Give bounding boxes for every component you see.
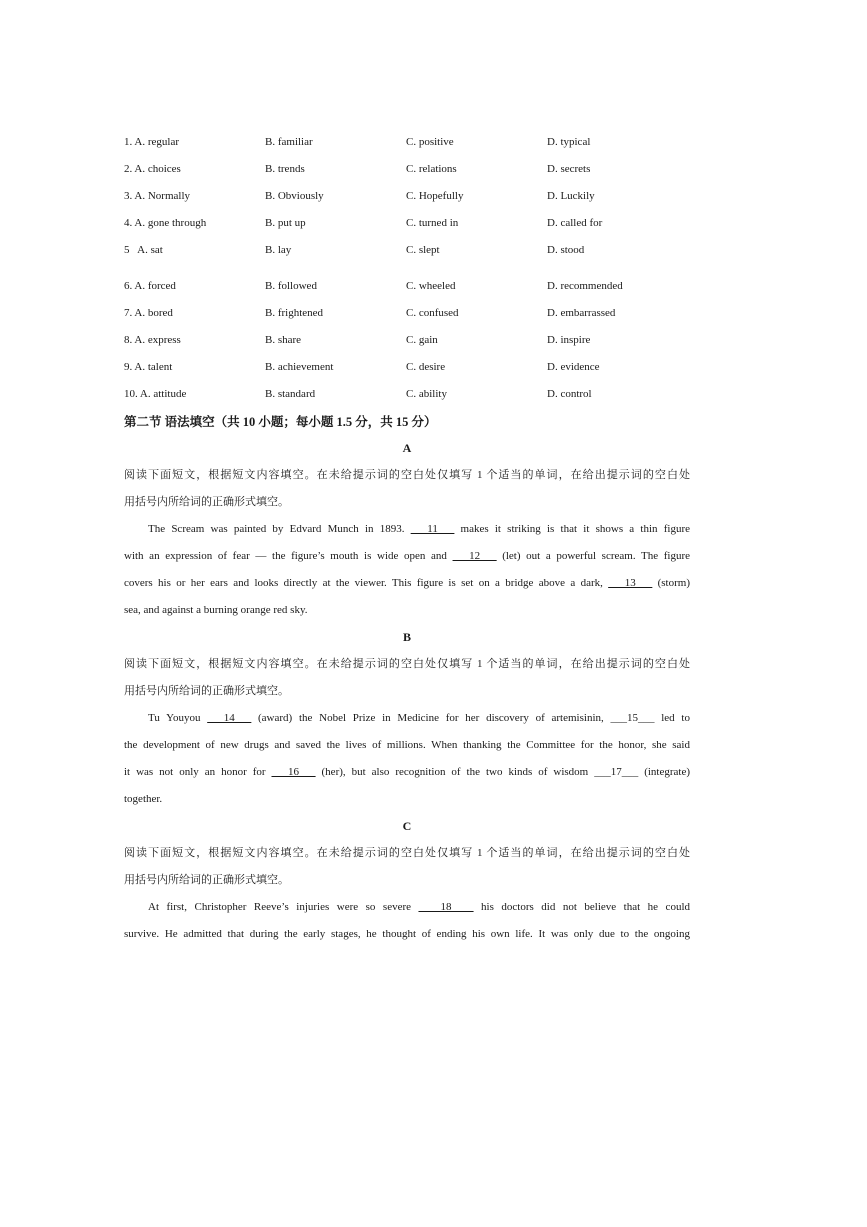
part-label: B	[402, 630, 411, 644]
text: the development of new drugs and saved the lives of millions. When thanking the Committee for the honor, she said	[124, 739, 690, 751]
text: survive. He admitted that during the early stages, he thought of ending his own life. It was only due to the ongoing	[124, 928, 690, 940]
passage-line	[124, 732, 690, 759]
instruction-line: 用括号内所给词的正确形式填空。	[124, 874, 289, 886]
text: Tu Youyou	[148, 712, 208, 724]
text: (storm)	[652, 577, 690, 589]
option-row	[124, 353, 690, 380]
passage-line	[124, 705, 690, 732]
option-d: D. recommended	[547, 279, 623, 292]
blank-13: ___13___	[608, 577, 653, 589]
option-c: C. confused	[406, 306, 459, 319]
blank-11: ___11___	[410, 523, 455, 535]
blank-16: ___16___	[271, 766, 316, 778]
section-title: 第二节 语法填空（共 10 小题；每小题 1.5 分，共 15 分）	[124, 415, 437, 429]
option-a: 2. A. choices	[124, 162, 181, 175]
option-a: 10. A. attitude	[124, 387, 187, 400]
option-d: D. embarrassed	[547, 306, 616, 319]
text: covers his or her ears and looks directly at the viewer. This figure is set on a bridge above a dark,	[124, 577, 609, 589]
option-c: C. desire	[406, 360, 446, 373]
option-row	[124, 299, 690, 326]
option-c: C. turned in	[406, 216, 459, 229]
option-a: 4. A. gone through	[124, 216, 207, 229]
text: makes it striking is that it shows a thin figure	[454, 523, 690, 535]
passage-line	[124, 570, 690, 597]
option-b: B. familiar	[265, 135, 313, 148]
option-c: C. ability	[406, 387, 447, 400]
text: (her), but also recognition of the two kinds of wisdom ___17___ (integrate)	[315, 766, 690, 778]
instruction-line: 用括号内所给词的正确形式填空。	[124, 685, 289, 697]
passage-line	[124, 597, 690, 624]
option-c: C. Hopefully	[406, 189, 464, 202]
passage-line	[124, 543, 690, 570]
instruction-line: 阅读下面短文，根据短文内容填空。在未给提示词的空白处仅填写 1 个适当的单词，在给出提示词的空白处	[124, 847, 690, 859]
option-row	[124, 380, 690, 407]
option-b: B. achievement	[265, 360, 334, 373]
option-b: B. trends	[265, 162, 305, 175]
option-row	[124, 182, 690, 209]
option-row	[124, 155, 690, 182]
option-c: C. relations	[406, 162, 457, 175]
passage-line	[124, 894, 690, 921]
text: The Scream was painted by Edvard Munch in 1893.	[148, 523, 411, 535]
option-c: C. positive	[406, 135, 454, 148]
text: together.	[124, 793, 163, 805]
option-c: C. slept	[406, 243, 440, 256]
option-d: D. Luckily	[547, 189, 595, 202]
option-d: D. control	[547, 387, 592, 400]
option-d: D. typical	[547, 135, 591, 148]
passage-line	[124, 759, 690, 786]
instruction-line: 阅读下面短文，根据短文内容填空。在未给提示词的空白处仅填写 1 个适当的单词，在给出提示词的空白处	[124, 658, 690, 670]
option-row	[124, 326, 690, 353]
part-label: A	[402, 441, 412, 455]
text: At first, Christopher Reeve’s injuries were so severe	[148, 901, 419, 913]
text: (let) out a powerful scream. The figure	[496, 550, 690, 562]
instruction-line: 用括号内所给词的正确形式填空。	[124, 496, 289, 508]
option-a: 9. A. talent	[124, 360, 173, 373]
text: it was not only an honor for	[124, 766, 272, 778]
option-b: B. standard	[265, 387, 316, 400]
option-c: C. gain	[406, 333, 438, 346]
passage-line	[124, 786, 690, 813]
option-b: B. Obviously	[265, 189, 324, 202]
option-row	[124, 272, 690, 299]
blank-12: ___12___	[452, 550, 497, 562]
text: with an expression of fear — the figure’s mouth is wide open and	[124, 550, 453, 562]
option-a: 6. A. forced	[124, 279, 176, 292]
blank-18: ____18____	[418, 901, 474, 913]
option-row	[124, 128, 690, 155]
option-d: D. inspire	[547, 333, 591, 346]
option-c: C. wheeled	[406, 279, 456, 292]
passage-line	[124, 516, 690, 543]
exam-page	[124, 128, 690, 948]
text: sea, and against a burning orange red sky.	[124, 604, 308, 616]
option-a: 8. A. express	[124, 333, 181, 346]
option-d: D. called for	[547, 216, 603, 229]
option-b: B. put up	[265, 216, 306, 229]
option-b: B. lay	[265, 243, 292, 256]
option-b: B. share	[265, 333, 302, 346]
option-d: D. evidence	[547, 360, 600, 373]
option-d: D. secrets	[547, 162, 591, 175]
option-b: B. frightened	[265, 306, 324, 319]
text: his doctors did not believe that he could	[473, 901, 690, 913]
option-row	[124, 236, 690, 263]
option-d: D. stood	[547, 243, 585, 256]
instruction-line: 阅读下面短文，根据短文内容填空。在未给提示词的空白处仅填写 1 个适当的单词，在给出提示词的空白处	[124, 469, 690, 481]
part-label: C	[402, 819, 412, 833]
passage-line	[124, 921, 690, 948]
option-a: 7. A. bored	[124, 306, 173, 319]
option-b: B. followed	[265, 279, 317, 292]
option-row	[124, 209, 690, 236]
blank-14: ___14___	[207, 712, 252, 724]
option-table	[124, 128, 690, 407]
option-a: 3. A. Normally	[124, 189, 190, 202]
option-a: 5 A. sat	[124, 243, 163, 256]
option-a: 1. A. regular	[124, 135, 179, 148]
text: (award) the Nobel Prize in Medicine for her discovery of artemisinin, ___15___ led to	[251, 712, 690, 724]
